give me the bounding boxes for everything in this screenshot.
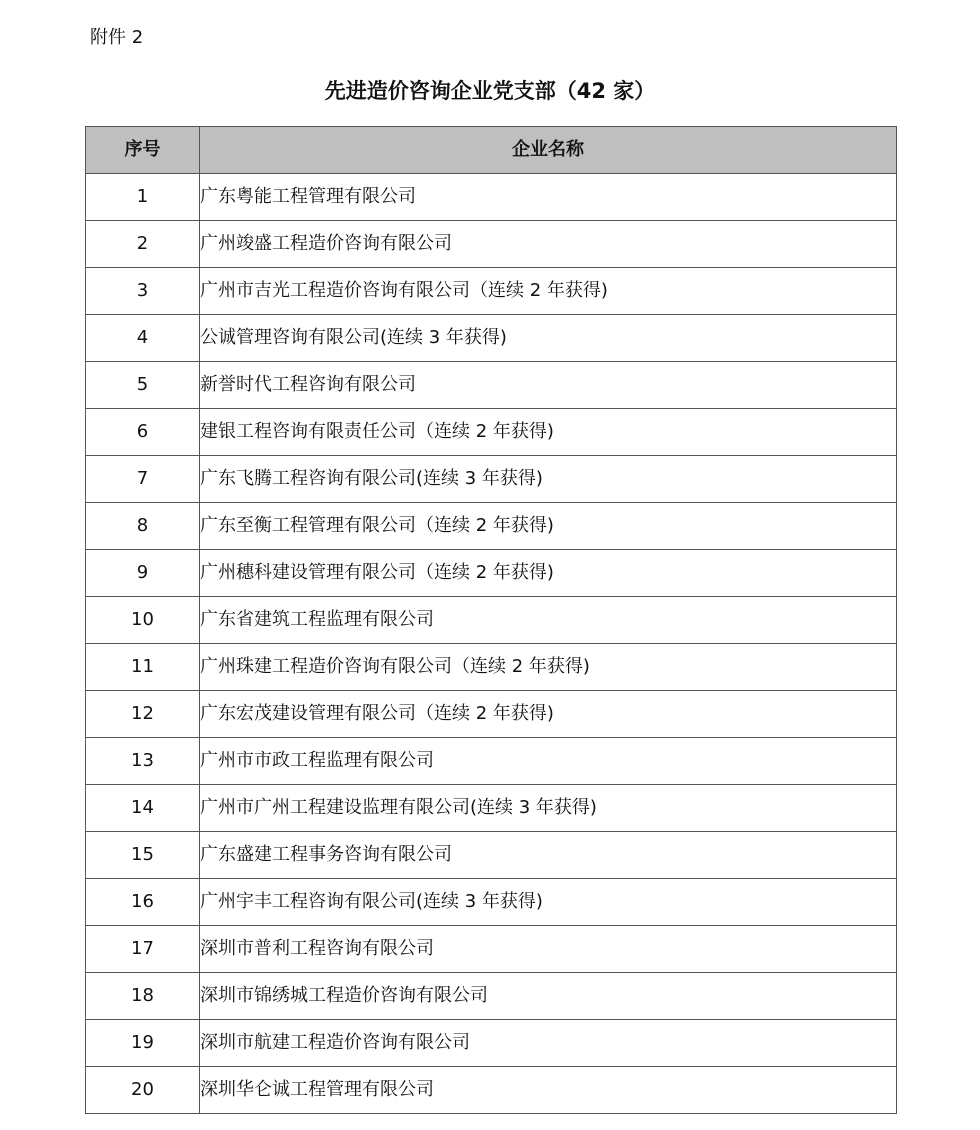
table-row xyxy=(86,973,897,1020)
serial-number-cell: 13 xyxy=(86,738,200,785)
serial-number-cell: 8 xyxy=(86,503,200,550)
table-row xyxy=(86,926,897,973)
serial-number-cell: 14 xyxy=(86,785,200,832)
serial-number-cell: 16 xyxy=(86,879,200,926)
table-header xyxy=(86,127,897,174)
table-row xyxy=(86,644,897,691)
company-name-cell: 广州竣盛工程造价咨询有限公司 xyxy=(200,221,897,268)
company-name-cell: 广东至衡工程管理有限公司（连续 2 年获得) xyxy=(200,503,897,550)
serial-number-cell: 17 xyxy=(86,926,200,973)
serial-number-cell: 9 xyxy=(86,550,200,597)
company-name-cell: 深圳市锦绣城工程造价咨询有限公司 xyxy=(200,973,897,1020)
serial-number-cell: 1 xyxy=(86,174,200,221)
table-row xyxy=(86,315,897,362)
company-name-cell: 建银工程咨询有限责任公司（连续 2 年获得) xyxy=(200,409,897,456)
serial-number-cell: 4 xyxy=(86,315,200,362)
table-row xyxy=(86,1020,897,1067)
company-name-cell: 深圳市普利工程咨询有限公司 xyxy=(200,926,897,973)
header-serial-number: 序号 xyxy=(86,127,200,174)
company-name-cell: 广东省建筑工程监理有限公司 xyxy=(200,597,897,644)
table-row xyxy=(86,550,897,597)
table-row xyxy=(86,456,897,503)
serial-number-cell: 2 xyxy=(86,221,200,268)
table-row xyxy=(86,691,897,738)
serial-number-cell: 19 xyxy=(86,1020,200,1067)
header-row xyxy=(86,127,897,174)
company-name-cell: 广州珠建工程造价咨询有限公司（连续 2 年获得) xyxy=(200,644,897,691)
table-row xyxy=(86,362,897,409)
table-row xyxy=(86,738,897,785)
company-name-cell: 新誉时代工程咨询有限公司 xyxy=(200,362,897,409)
table-row xyxy=(86,1067,897,1114)
table-row xyxy=(86,221,897,268)
serial-number-cell: 20 xyxy=(86,1067,200,1114)
page-title: 先进造价咨询企业党支部（42 家） xyxy=(324,79,656,103)
company-name-cell: 广东盛建工程事务咨询有限公司 xyxy=(200,832,897,879)
company-name-cell: 广东粤能工程管理有限公司 xyxy=(200,174,897,221)
serial-number-cell: 6 xyxy=(86,409,200,456)
company-name-cell: 广州宇丰工程咨询有限公司(连续 3 年获得) xyxy=(200,879,897,926)
serial-number-cell: 15 xyxy=(86,832,200,879)
company-name-cell: 广东宏茂建设管理有限公司（连续 2 年获得) xyxy=(200,691,897,738)
table-row xyxy=(86,503,897,550)
serial-number-cell: 3 xyxy=(86,268,200,315)
table-row xyxy=(86,597,897,644)
company-name-cell: 广州市广州工程建设监理有限公司(连续 3 年获得) xyxy=(200,785,897,832)
serial-number-cell: 10 xyxy=(86,597,200,644)
company-name-cell: 广州市吉光工程造价咨询有限公司（连续 2 年获得) xyxy=(200,268,897,315)
table-row xyxy=(86,879,897,926)
company-name-cell: 广州市市政工程监理有限公司 xyxy=(200,738,897,785)
company-name-cell: 公诚管理咨询有限公司(连续 3 年获得) xyxy=(200,315,897,362)
table-row xyxy=(86,832,897,879)
table-row xyxy=(86,785,897,832)
serial-number-cell: 11 xyxy=(86,644,200,691)
serial-number-cell: 7 xyxy=(86,456,200,503)
serial-number-cell: 12 xyxy=(86,691,200,738)
table-row xyxy=(86,174,897,221)
table-row xyxy=(86,268,897,315)
attachment-label: 附件 2 xyxy=(90,27,144,48)
table-body xyxy=(86,174,897,1114)
company-name-cell: 广州穗科建设管理有限公司（连续 2 年获得) xyxy=(200,550,897,597)
company-name-cell: 广东飞腾工程咨询有限公司(连续 3 年获得) xyxy=(200,456,897,503)
header-company-name: 企业名称 xyxy=(200,127,897,174)
table-row xyxy=(86,409,897,456)
serial-number-cell: 18 xyxy=(86,973,200,1020)
serial-number-cell: 5 xyxy=(86,362,200,409)
company-name-cell: 深圳市航建工程造价咨询有限公司 xyxy=(200,1020,897,1067)
company-table xyxy=(85,126,897,1114)
company-name-cell: 深圳华仑诚工程管理有限公司 xyxy=(200,1067,897,1114)
